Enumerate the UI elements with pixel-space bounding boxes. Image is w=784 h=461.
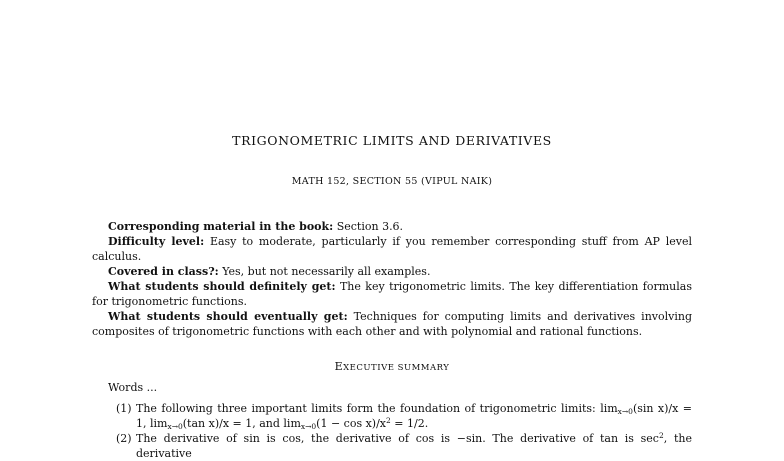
intro-label: Covered in class?: [108, 265, 219, 278]
list-item: (1) The following three important limits form the foundation of trigonometric limits: $\lim_{x\to 0}(\sin$ x)/x = 1, $\lim_{x\to 0}(\tan$ x)/x = 1, and $\lim_{x\to 0}(1 - \cos x)/x^2 = 1/2$. [116, 402, 692, 431]
intro-label: Corresponding material in the book: [108, 220, 334, 233]
intro-section [92, 219, 692, 339]
intro-text: Section 3.6. [336, 220, 404, 233]
executive-summary-heading: EXECUTIVE SUMMARY [334, 360, 450, 373]
words-label: Words ... [108, 381, 158, 394]
summary-list [92, 401, 692, 461]
intro-paragraph-covered [92, 264, 692, 279]
intro-paragraph-definitely [92, 279, 692, 309]
intro-text: Techniques for computing limits and derivatives involving composites of trigonometric functions with each other and with polynomial and rational functions. [92, 310, 692, 338]
list-item-number: (2) [116, 432, 132, 445]
author-line: MATH 152, SECTION 55 (VIPUL NAIK) [291, 176, 493, 187]
intro-paragraph-eventually [92, 309, 692, 339]
document-title: TRIGONOMETRIC LIMITS AND DERIVATIVES [232, 133, 552, 148]
intro-label: What students should eventually get: [108, 310, 348, 323]
list-item-number: (1) [116, 402, 132, 415]
intro-text: Easy to moderate, particularly if you remember corresponding stuff from AP level calculus. [92, 235, 692, 263]
intro-text: Yes, but not necessarily all examples. [222, 265, 431, 278]
intro-paragraph-difficulty [92, 234, 692, 264]
intro-paragraph-book [92, 219, 692, 234]
intro-label: Difficulty level: [108, 235, 205, 248]
intro-text: The key trigonometric limits. The key differentiation formulas for trigonometric functions. [92, 280, 692, 308]
list-item: (2) The derivative of sin is cos, the derivative of cos is −sin. The derivative of tan is $\sec^2$, the derivative [116, 431, 692, 460]
intro-label: What students should definitely get: [108, 280, 336, 293]
